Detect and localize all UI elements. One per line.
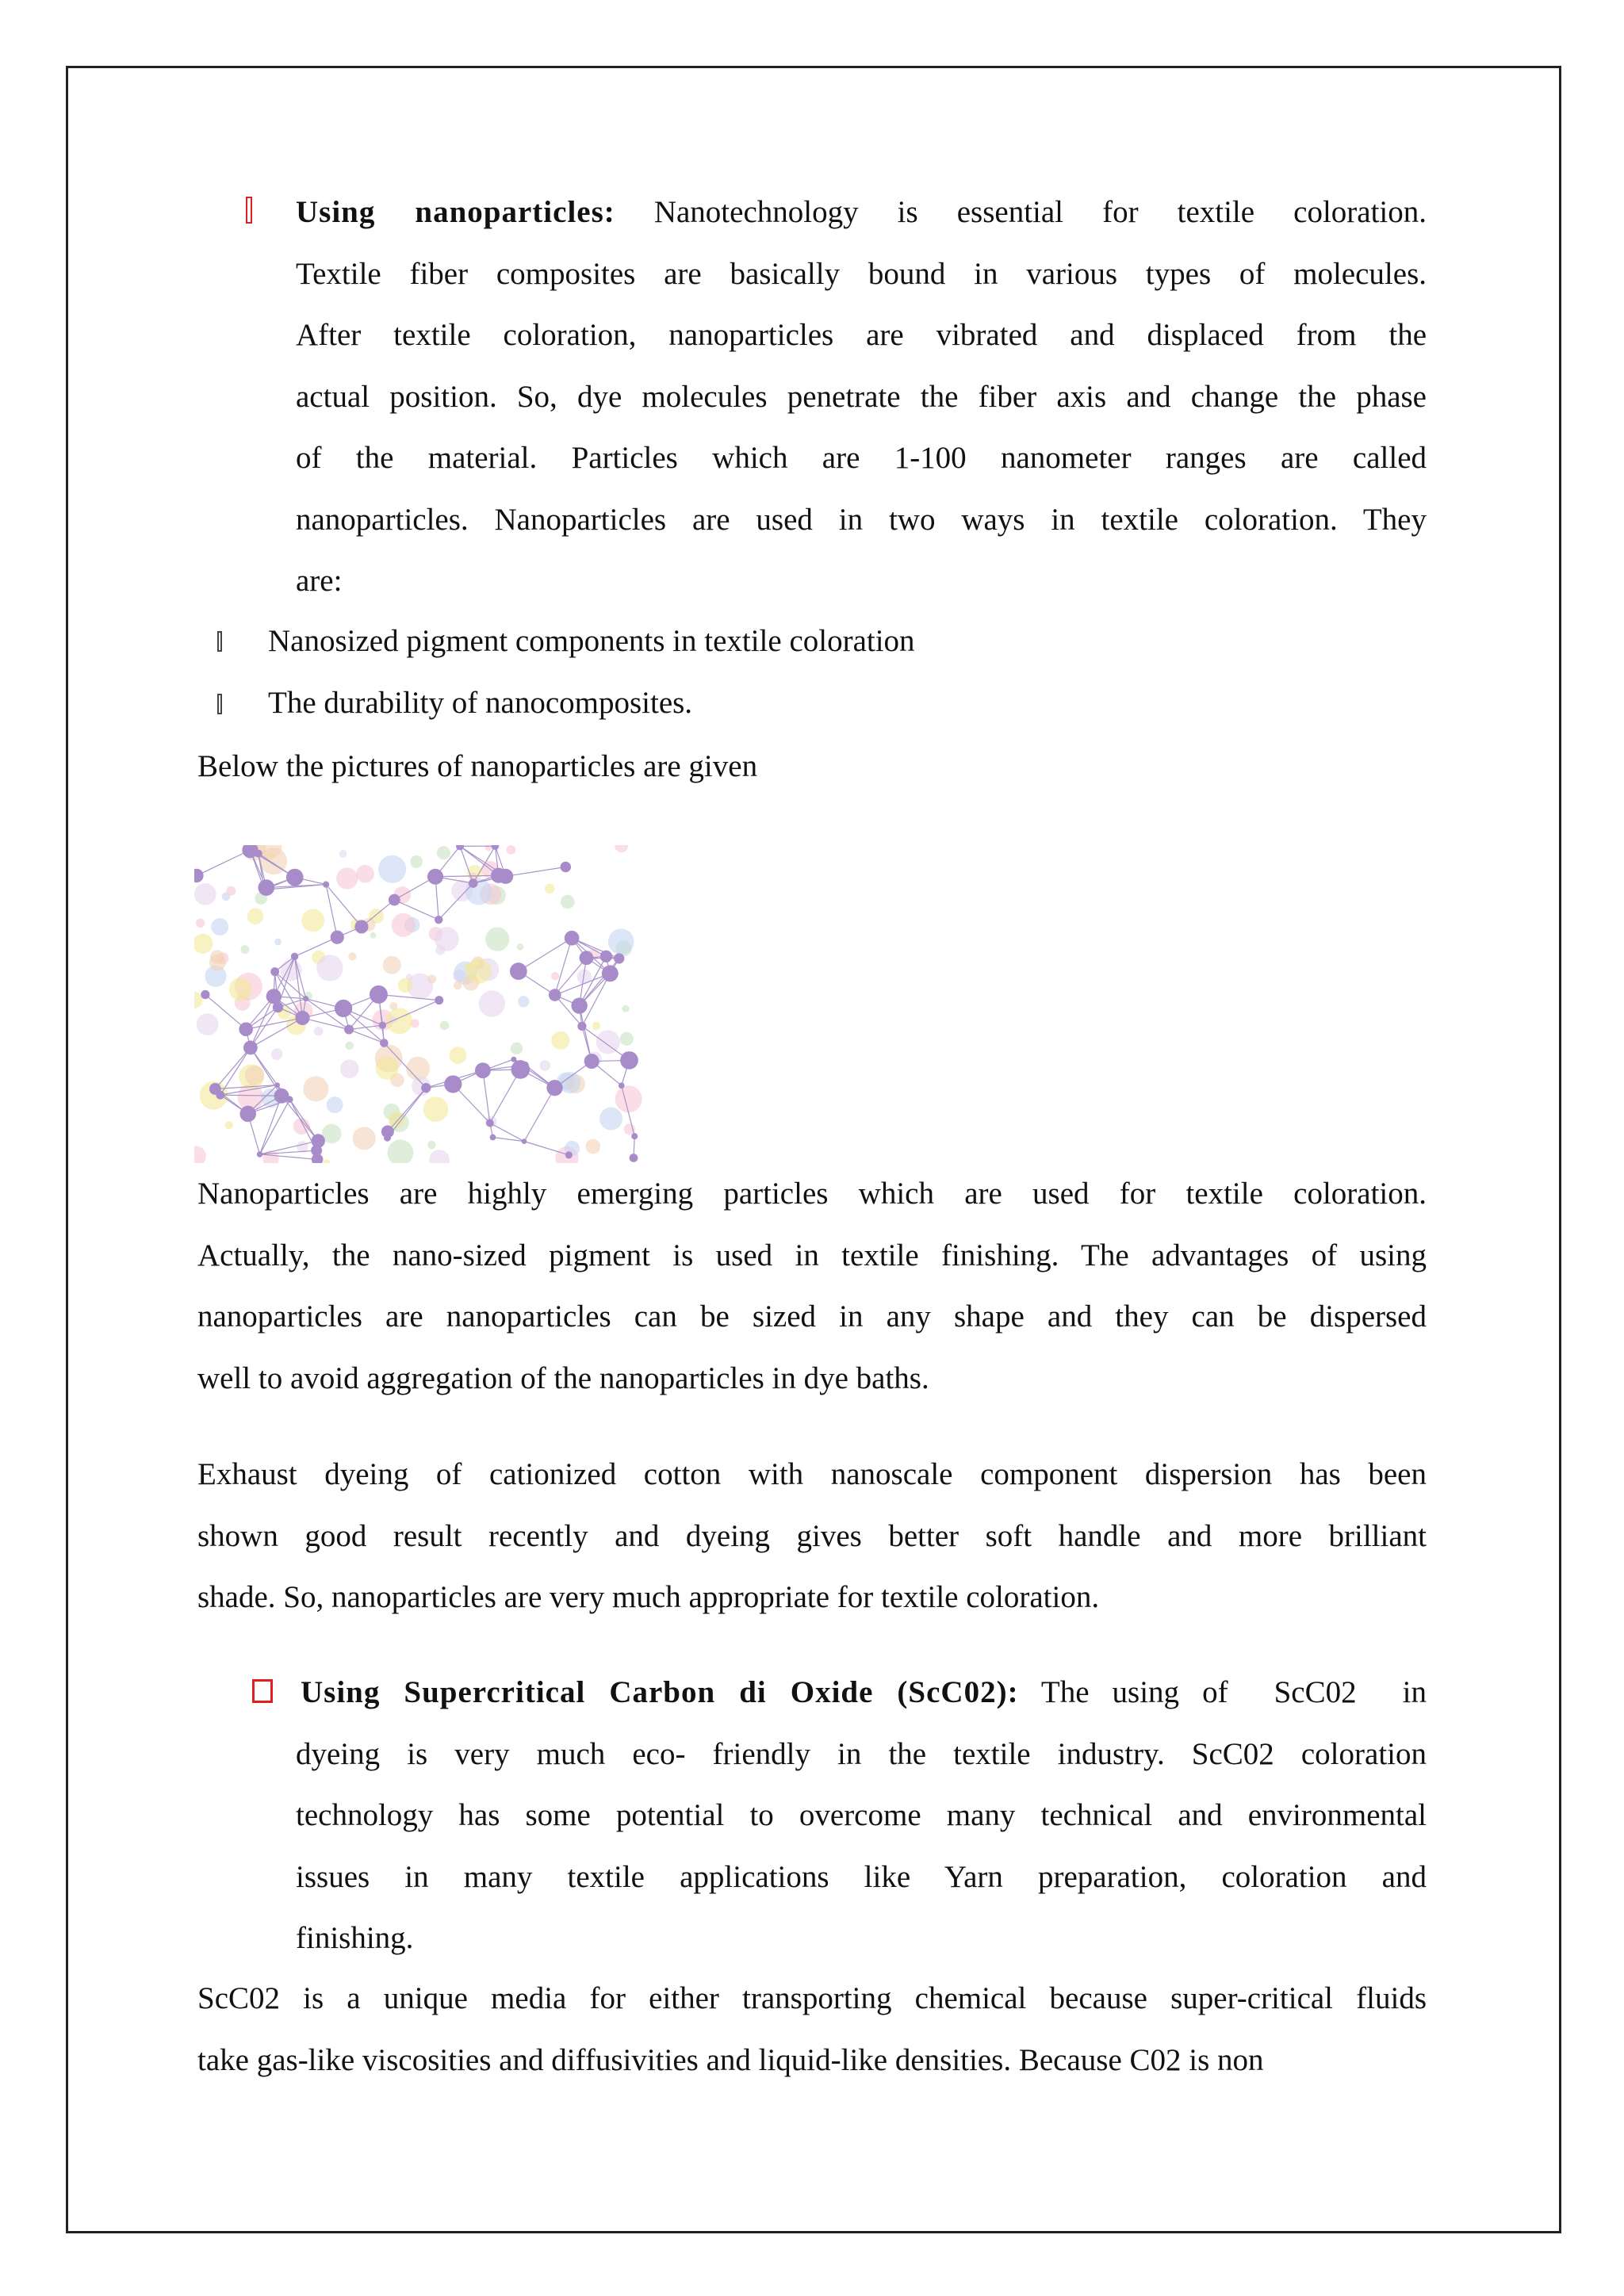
paragraph-scco2-media: [197, 1968, 1427, 2091]
particle-node: [286, 1096, 293, 1103]
particle-node: [421, 1083, 431, 1093]
particle-node: [384, 1135, 391, 1142]
particle-node: [194, 869, 204, 882]
background-dot: [339, 850, 347, 858]
particle-node: [630, 1154, 638, 1162]
background-dot: [314, 1027, 324, 1036]
network-link: [289, 1100, 318, 1141]
background-dot: [245, 1066, 264, 1085]
background-dot: [551, 972, 559, 980]
text-line: technology has some potential to overcome many technical and environmental: [296, 1798, 1427, 1832]
background-dot: [303, 1076, 328, 1101]
particle-node: [602, 965, 619, 982]
text-line: Below the pictures of nanoparticles are given: [197, 749, 758, 783]
particle-node: [209, 1083, 221, 1095]
background-dot: [340, 1059, 359, 1078]
background-dot: [450, 1047, 467, 1064]
text-line: well to avoid aggregation of the nanoparticles in dye baths.: [197, 1360, 929, 1395]
particle-node: [303, 996, 308, 1001]
red-bullet-icon: [246, 197, 252, 224]
particle-node: [522, 1062, 528, 1068]
text-line: actual position. So, dye molecules penetrate the fiber axis and change the phase: [296, 379, 1427, 414]
particle-node: [498, 869, 513, 884]
particle-node: [571, 997, 587, 1013]
background-dot: [386, 1008, 412, 1034]
particle-node: [260, 886, 269, 894]
text-span: Nanotechnology is essential for textile coloration.: [653, 195, 1427, 229]
particle-node: [323, 882, 329, 888]
background-dot: [454, 982, 462, 990]
text-line: ScC02 is a unique media for either transporting chemical because super-critical fluids: [197, 1981, 1427, 2015]
background-dot: [423, 1096, 449, 1122]
background-dot: [479, 990, 505, 1016]
background-dot: [511, 1043, 523, 1055]
background-dot: [518, 996, 529, 1007]
network-link: [524, 1088, 554, 1141]
text-line: nanoparticles. Nanoparticles are used in two ways in textile coloration. They: [296, 502, 1427, 537]
particle-node: [370, 985, 388, 1004]
bullet-icon: [217, 631, 222, 652]
particle-node: [549, 989, 561, 1001]
red-checkbox-bullet-icon: [252, 1679, 273, 1703]
text-line: are:: [296, 564, 343, 598]
particle-node: [522, 1138, 527, 1144]
network-link: [197, 850, 251, 875]
particle-node: [580, 951, 594, 965]
background-dot: [370, 932, 376, 939]
text-line: After textile coloration, nanoparticles are vibrated and displaced from the: [296, 318, 1427, 352]
background-dot: [392, 913, 416, 937]
background-dot: [383, 956, 401, 974]
paragraph-advantages: [197, 1163, 1427, 1409]
background-dot: [271, 1048, 283, 1060]
particle-node: [266, 989, 282, 1004]
background-dot: [615, 1085, 642, 1112]
background-dot: [466, 959, 492, 984]
particle-node: [389, 894, 400, 906]
particle-node: [620, 1051, 638, 1070]
particle-node: [344, 1024, 354, 1034]
particle-node: [510, 962, 527, 980]
particle-node: [291, 953, 299, 961]
particle-node: [435, 996, 443, 1004]
network-link: [326, 885, 362, 927]
network-link: [580, 1006, 592, 1062]
background-dot: [316, 955, 343, 981]
particle-node: [239, 1106, 256, 1123]
text-line: dyeing is very much eco- friendly in the textile industry. ScC02 coloration: [296, 1736, 1427, 1771]
particle-node: [511, 1057, 516, 1062]
particle-node: [274, 1082, 279, 1087]
background-dot: [196, 919, 205, 928]
nanoparticles-image: [194, 845, 644, 1163]
particle-node: [274, 1089, 289, 1104]
background-dot: [197, 1013, 219, 1035]
background-dot: [620, 1032, 634, 1046]
particle-node: [565, 1151, 573, 1158]
list-item: The durability of nanocomposites.: [268, 685, 693, 720]
background-dot: [507, 845, 516, 855]
particle-node: [380, 1039, 389, 1047]
particle-node: [295, 1011, 309, 1025]
section-nanoparticles: [296, 182, 1427, 612]
background-dot: [336, 867, 358, 889]
particle-node: [435, 916, 442, 924]
particle-node: [239, 1022, 253, 1036]
background-dot: [410, 855, 423, 868]
particle-node: [201, 990, 209, 999]
particle-node: [490, 1135, 496, 1141]
particle-node: [619, 1082, 625, 1089]
background-dot: [440, 1021, 449, 1030]
text-line: Actually, the nano-sized pigment is used in textile finishing. The advantages of using: [197, 1238, 1427, 1272]
background-dot: [437, 846, 450, 859]
particle-node: [255, 850, 262, 858]
background-dot: [406, 1057, 430, 1081]
list-item: Nanosized pigment components in textile coloration: [268, 624, 915, 658]
background-dot: [327, 1096, 343, 1113]
background-dot: [599, 1108, 622, 1131]
background-dot: [435, 927, 459, 951]
text-line: [296, 1662, 1427, 1724]
background-dot: [274, 939, 282, 946]
text-line: nanoparticles are nanoparticles can be sized in any shape and they can be dispersed: [197, 1299, 1427, 1334]
background-dot: [356, 865, 374, 883]
background-dot: [345, 1042, 354, 1050]
text-line: [296, 182, 1427, 243]
bullet-icon: [217, 694, 222, 714]
background-dot: [378, 855, 406, 883]
background-dot: [229, 978, 252, 1001]
particle-node: [243, 1041, 258, 1055]
particle-node: [469, 878, 478, 888]
particle-node: [631, 1133, 638, 1139]
text-line: take gas-like viscosities and diffusivities and liquid-like densities. Because C02 is non: [197, 2042, 1264, 2077]
background-dot: [539, 1060, 550, 1071]
background-dot: [194, 934, 213, 954]
background-dot: [222, 892, 231, 901]
text-span: The using of ScC02 in: [1040, 1675, 1427, 1709]
background-dot: [561, 895, 575, 909]
section-scco2: [296, 1662, 1427, 1969]
network-link: [349, 1030, 384, 1043]
particle-node: [354, 920, 368, 933]
background-dot: [301, 909, 324, 932]
text-line: Textile fiber composites are basically bound in various types of molecules.: [296, 256, 1427, 291]
text-line: shown good result recently and dyeing gives better soft handle and more brilliant: [197, 1518, 1427, 1553]
network-link: [483, 1070, 490, 1123]
background-dot: [622, 1005, 630, 1012]
background-dot: [586, 1139, 601, 1154]
background-dot: [398, 978, 413, 993]
network-link: [260, 1100, 290, 1154]
background-dot: [375, 1056, 398, 1079]
network-link: [506, 867, 566, 877]
particle-node: [286, 869, 304, 886]
section-heading: Using nanoparticles:: [296, 195, 615, 229]
particle-node: [600, 951, 612, 962]
particle-node: [546, 1080, 562, 1096]
text-line: Exhaust dyeing of cationized cotton with nanoscale component dispersion has been: [197, 1457, 1427, 1491]
text-line: Nanoparticles are highly emerging particles which are used for textile coloration.: [197, 1177, 1427, 1211]
particle-node: [614, 953, 624, 963]
background-dot: [210, 950, 224, 964]
particle-node: [486, 1119, 494, 1127]
particle-node: [577, 1022, 586, 1031]
background-dot: [592, 1022, 600, 1030]
text-line: of the material. Particles which are 1-100 nanometer ranges are called: [296, 441, 1427, 475]
text-line: finishing.: [296, 1921, 414, 1955]
background-dot: [551, 1031, 569, 1050]
particle-node: [270, 967, 279, 976]
background-dot: [517, 943, 524, 951]
particle-node: [331, 931, 344, 944]
background-dot: [353, 1127, 376, 1150]
paragraph-exhaust-dyeing: [197, 1444, 1427, 1628]
section-heading: Using Supercritical Carbon di Oxide (ScC02):: [301, 1675, 1019, 1709]
background-dot: [194, 883, 216, 905]
background-dot: [615, 845, 628, 852]
background-dot: [427, 1141, 436, 1150]
background-dot: [247, 908, 264, 924]
background-dot: [194, 1146, 206, 1163]
background-dot: [429, 1150, 450, 1163]
particle-node: [379, 1022, 386, 1029]
particle-node: [335, 1000, 352, 1017]
background-dot: [388, 1139, 414, 1163]
text-line: issues in many textile applications like Yarn preparation, coloration and: [296, 1859, 1427, 1894]
particle-node: [475, 1062, 491, 1078]
background-dot: [485, 927, 509, 951]
particle-node: [492, 845, 500, 850]
background-dot: [262, 1150, 278, 1163]
particle-node: [584, 1054, 599, 1069]
particle-node: [427, 869, 443, 885]
particle-node: [565, 931, 580, 946]
bullet-list: [268, 610, 915, 733]
background-dot: [240, 945, 249, 954]
background-dot: [225, 1121, 233, 1129]
background-dot: [545, 883, 555, 894]
network-link: [378, 994, 439, 1000]
pictures-intro: [197, 736, 757, 798]
network-link: [326, 885, 337, 938]
background-dot: [211, 918, 228, 936]
text-line: shade. So, nanoparticles are very much appropriate for textile coloration.: [197, 1580, 1100, 1614]
network-link: [251, 997, 274, 1048]
background-dot: [596, 1030, 620, 1054]
particle-node: [561, 862, 572, 873]
particle-node: [257, 1151, 262, 1157]
particle-node: [312, 1154, 324, 1163]
background-dot: [608, 928, 634, 955]
background-dot: [348, 952, 356, 960]
particle-node: [444, 1075, 462, 1093]
